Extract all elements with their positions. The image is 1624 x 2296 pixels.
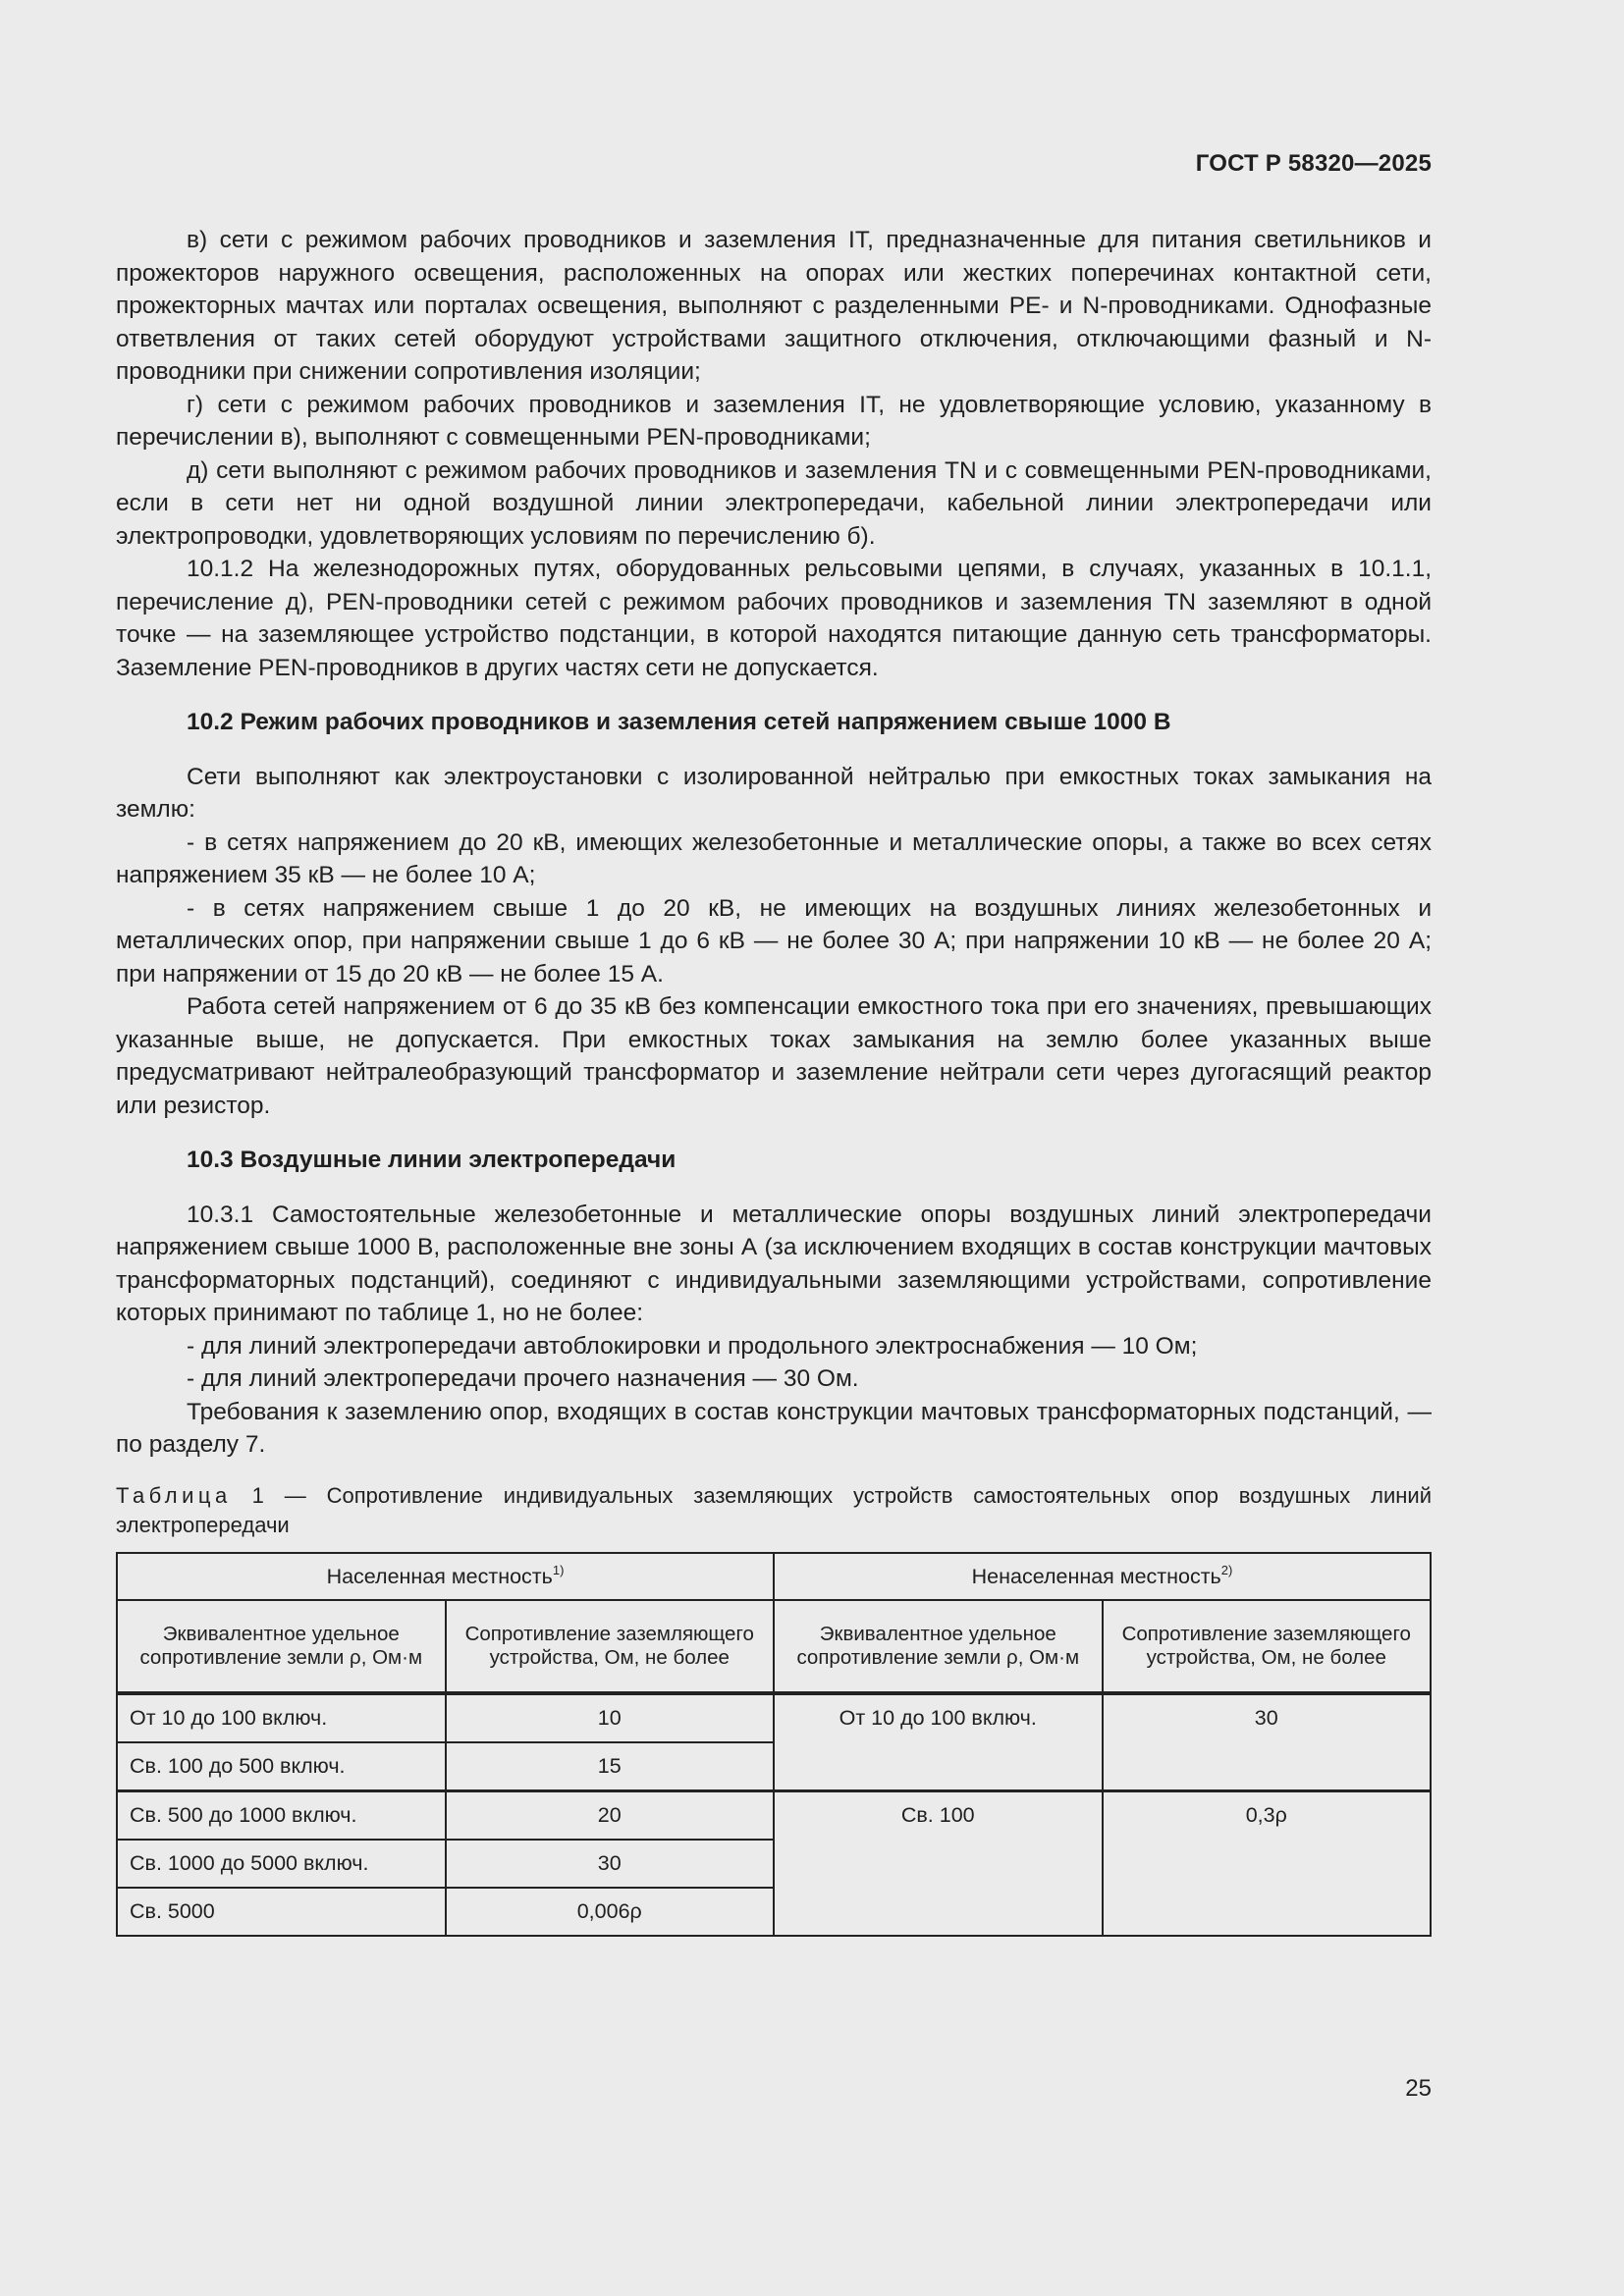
paragraph-10-3-list-2: - для линий электропередачи прочего назначения — 30 Ом. bbox=[187, 1365, 859, 1392]
table-cell-value: 0,3ρ bbox=[1103, 1790, 1432, 1936]
table-cell-value: 30 bbox=[1103, 1693, 1432, 1791]
table-cell-range: Св. 5000 bbox=[117, 1888, 446, 1936]
footnote-ref-2: 2) bbox=[1220, 1563, 1233, 1577]
paragraph-10-2-list-2: - в сетях напряжением свыше 1 до 20 кВ, не имеющих на воздушных линиях железобетонных и металлических опор, при напряжении свыше 1 до 6 кВ — не более 30 А; при напряжении 10 кВ — не более 20 А; при напряжении от 15 до 20 кВ — не более 15 А. bbox=[116, 894, 1432, 988]
table-cell-range: От 10 до 100 включ. bbox=[774, 1693, 1103, 1791]
paragraph-item-v: в) сети с режимом рабочих проводников и заземления IT, предназначенные для питания светильников и прожекторов наружного освещения, расположенных на опорах или жестких поперечинах контактной сети, прожекторных мачтах или порталах освещения, выполняют с разделенными PE- и N-проводниками. Однофазные ответвления от таких сетей оборудуют устройствами защитного отключения, отключающими фазный и N-проводники при снижении сопротивления изоляции; bbox=[116, 227, 1432, 385]
column-header-resistance: Сопротивление заземляющего устройства, Ом, не более bbox=[446, 1600, 775, 1693]
column-header-resistance: Сопротивление заземляющего устройства, Ом, не более bbox=[1103, 1600, 1432, 1693]
table-row bbox=[117, 1790, 1431, 1840]
paragraph-item-d: д) сети выполняют с режимом рабочих проводников и заземления TN и с совмещенными PEN-проводниками, если в сети нет ни одной воздушной линии электропередачи, кабельной линии электропередачи или электропроводки, удовлетворяющих условиям по перечислению б). bbox=[116, 456, 1432, 550]
paragraph-10-3-masts: Требования к заземлению опор, входящих в состав конструкции мачтовых трансформаторных подстанций, — по разделу 7. bbox=[116, 1398, 1432, 1458]
paragraph-10-2-compensation: Работа сетей напряжением от 6 до 35 кВ без компенсации емкостного тока при его значениях, превышающих указанные выше, не допускается. При емкостных токах замыкания на землю более указанных выше предусматривают нейтралеобразующий трансформатор и заземление нейтрали сети через дугогасящий реактор или резистор. bbox=[116, 993, 1432, 1119]
table-cell-range: От 10 до 100 включ. bbox=[117, 1693, 446, 1742]
table-cell-range: Св. 500 до 1000 включ. bbox=[117, 1790, 446, 1840]
paragraph-10-3-1: 10.3.1 Самостоятельные железобетонные и металлические опоры воздушных линий электропередачи напряжением свыше 1000 В, расположенные вне зоны А (за исключением входящих в состав конструкции мачтовых трансформаторных подстанций), соединяют с индивидуальными заземляющими устройствами, сопротивление которых принимают по таблице 1, но не более: bbox=[116, 1201, 1432, 1326]
page-body bbox=[116, 224, 1432, 1937]
table-row bbox=[117, 1693, 1431, 1742]
table-cell-value: 20 bbox=[446, 1790, 775, 1840]
table-caption-text: 1 — Сопротивление индивидуальных заземляющих устройств самостоятельных опор воздушных линий электропередачи bbox=[116, 1482, 1432, 1537]
section-title-10-2: 10.2 Режим рабочих проводников и заземления сетей напряжением свыше 1000 В bbox=[187, 709, 1171, 735]
table-cell-range: Св. 1000 до 5000 включ. bbox=[117, 1840, 446, 1888]
section-title-10-3: 10.3 Воздушные линии электропередачи bbox=[187, 1147, 677, 1173]
table-caption-label: Таблица bbox=[116, 1482, 232, 1508]
table-cell-range: Св. 100 bbox=[774, 1790, 1103, 1936]
paragraph-10-1-2: 10.1.2 На железнодорожных путях, оборудованных рельсовыми цепями, в случаях, указанных в 10.1.1, перечисление д), PEN-проводники сетей с режимом рабочих проводников и заземления TN заземляют в одной точке — на заземляющее устройство подстанции, в которой находятся питающие данную сеть трансформаторы. Заземление PEN-проводников в других частях сети не допускается. bbox=[116, 556, 1432, 681]
column-header-resistivity: Эквивалентное удельное сопротивление земли ρ, Ом·м bbox=[774, 1600, 1103, 1693]
table-cell-value: 10 bbox=[446, 1693, 775, 1742]
paragraph-10-2-intro: Сети выполняют как электроустановки с изолированной нейтралью при емкостных токах замыкания на землю: bbox=[116, 763, 1432, 823]
paragraph-item-g: г) сети с режимом рабочих проводников и заземления IT, не удовлетворяющие условию, указанному в перечислении в), выполняют с совмещенными PEN-проводниками; bbox=[116, 391, 1432, 451]
footnote-ref-1: 1) bbox=[552, 1563, 565, 1577]
page-number: 25 bbox=[1405, 2075, 1432, 2102]
table-cell-value: 0,006ρ bbox=[446, 1888, 775, 1936]
table-cell-value: 15 bbox=[446, 1742, 775, 1791]
paragraph-10-3-list-1: - для линий электропередачи автоблокировки и продольного электроснабжения — 10 Ом; bbox=[187, 1332, 1198, 1360]
resistance-table bbox=[116, 1552, 1432, 1937]
table-group-unpopulated: Ненаселенная местность$^{2)}$ bbox=[774, 1553, 1431, 1600]
table-group-populated: Населенная местность$^{1)}$ bbox=[117, 1553, 774, 1600]
column-header-resistivity: Эквивалентное удельное сопротивление земли ρ, Ом·м bbox=[117, 1600, 446, 1693]
document-designation: ГОСТ Р 58320—2025 bbox=[1195, 150, 1432, 177]
table-caption bbox=[116, 1481, 1432, 1540]
paragraph-10-2-list-1: - в сетях напряжением до 20 кВ, имеющих железобетонные и металлические опоры, а также во всех сетях напряжением 35 кВ — не более 10 А; bbox=[116, 828, 1432, 888]
table-cell-value: 30 bbox=[446, 1840, 775, 1888]
table-cell-range: Св. 100 до 500 включ. bbox=[117, 1742, 446, 1791]
